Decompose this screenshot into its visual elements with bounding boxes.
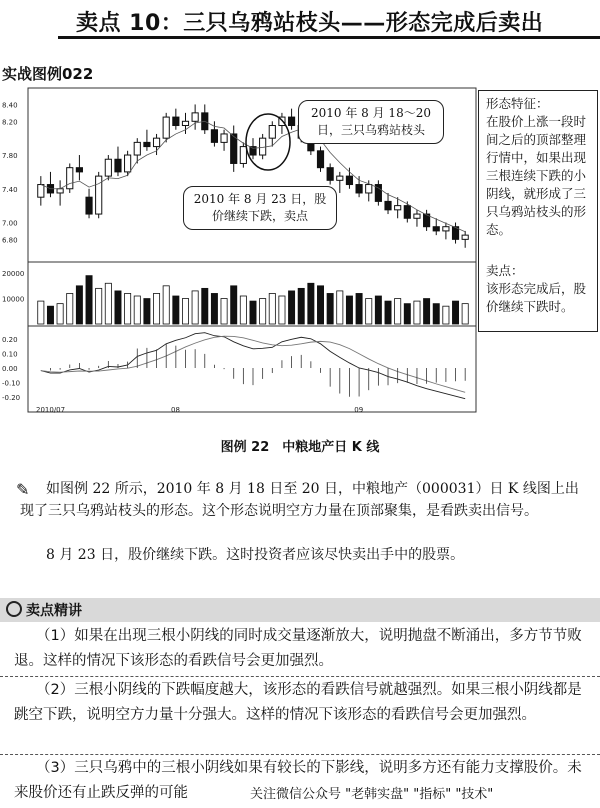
candle-body [317, 151, 323, 168]
volume-bar [385, 301, 391, 324]
candle-body [153, 138, 159, 146]
volume-bar [443, 306, 449, 324]
candle-body [76, 168, 82, 172]
note-2: （2）三根小阴线的下跌幅度越大，该形态的看跌信号就越强烈。如果三根小阴线都是跳空下跌，说明空方力量十分强大。这样的情况下该形态的看跌信号会更加强烈。 [14, 682, 582, 723]
callout-three-crows: 2010 年 8 月 18～20 日，三只乌鸦站枝头 [298, 100, 444, 144]
volume-bar [38, 301, 44, 324]
candle-body [67, 168, 73, 189]
volume-bar [404, 304, 410, 324]
paragraph-2: 8 月 23 日，股价继续下跌。这时投资者应该尽快卖出手中的股票。 [46, 547, 465, 563]
candle-body [433, 227, 439, 231]
x-tick-label: 2010/07 [36, 406, 66, 414]
candle-body [221, 134, 227, 142]
volume-bar [366, 299, 372, 324]
price-tick-label: 6.80 [2, 236, 18, 245]
volume-bar [279, 296, 285, 324]
volume-bar [86, 276, 92, 324]
volume-bar [231, 286, 237, 324]
volume-bar [115, 291, 121, 324]
volume-bar [163, 286, 169, 324]
volume-bar [173, 296, 179, 324]
candle-body [260, 138, 266, 155]
candle-body [395, 206, 401, 210]
candle-body [327, 168, 333, 181]
volume-bar [327, 293, 333, 324]
page-title: 卖点 10：三只乌鸦站枝头——形态完成后卖出 [76, 11, 544, 36]
volume-bar [192, 291, 198, 324]
x-tick-label: 09 [354, 406, 364, 414]
candle-body [96, 176, 102, 214]
candle-body [443, 227, 449, 231]
pencil-icon: ✎ [16, 480, 30, 499]
volume-bar [288, 291, 294, 324]
candle-body [192, 113, 198, 121]
candle-body [385, 201, 391, 209]
volume-bar [346, 296, 352, 324]
volume-bar [221, 299, 227, 324]
volume-bar [144, 299, 150, 324]
volume-tick-label: 10000 [2, 295, 25, 304]
callout-sell-point: 2010 年 8 月 23 日，股价继续下跌，卖点 [183, 186, 337, 230]
volume-bar [433, 304, 439, 324]
volume-bar [356, 293, 362, 324]
volume-bar [317, 286, 323, 324]
volume-bar [260, 299, 266, 324]
price-axis [2, 101, 18, 244]
feature-body: 在股价上涨一段时间之后的顶部整理行情中，如果出现三根连续下跌的小阴线，就形成了三只乌鸦站枝头的形态。 [486, 114, 587, 237]
volume-bar [337, 291, 343, 324]
volume-bar [424, 299, 430, 324]
note-3: （3）三只乌鸦中的三根小阴线如果有较长的下影线，说明多方还有能力支撑股价。未来股价还有止跌反弹的可能 [14, 760, 582, 801]
volume-bar [308, 283, 314, 324]
volume-bar [414, 301, 420, 324]
candle-body [414, 214, 420, 218]
volume-bar [96, 288, 102, 324]
volume-bar [211, 293, 217, 324]
note-1: （1）如果在出现三根小阴线的同时成交量逐渐放大，说明抛盘不断涌出，多方节节败退。这样的情况下该形态的看跌信号会更加强烈。 [14, 628, 582, 669]
volume-tick-label: 20000 [2, 270, 25, 279]
volume-axis [2, 270, 24, 303]
volume-bar [395, 299, 401, 324]
figure-caption: 图例 22 中粮地产日 K 线 [220, 440, 380, 455]
volume-bar [202, 288, 208, 324]
candle-body [57, 189, 63, 193]
volume-bar [47, 306, 53, 324]
paragraph-1: 如图例 22 所示，2010 年 8 月 18 日至 20 日，中粮地产（000031）日 K 线图上出现了三只乌鸦站枝头的形态。这个形态说明空方力量在顶部聚集，是看跌卖出信号。 [20, 481, 579, 519]
volume-bar [67, 293, 73, 324]
volume-bar [153, 293, 159, 324]
sell-title: 卖点： [486, 263, 524, 278]
candle-body [366, 185, 372, 193]
candle-body [105, 159, 111, 176]
watermark: 关注微信公众号 "老韩实盘" "指标" "技术" [250, 782, 600, 808]
candle-body [173, 117, 179, 125]
macd-axis [2, 336, 20, 402]
candle-body [211, 130, 217, 143]
candle-body [269, 126, 275, 139]
x-tick-label: 08 [171, 406, 180, 414]
volume-bar [182, 299, 188, 324]
candle-body [125, 155, 131, 172]
macd-tick-label: -0.10 [2, 379, 21, 388]
price-tick-label: 8.40 [2, 101, 18, 110]
price-tick-label: 7.80 [2, 152, 18, 161]
candle-body [404, 206, 410, 219]
volume-bar [298, 288, 304, 324]
candle-body [144, 142, 150, 146]
price-tick-label: 7.00 [2, 219, 18, 228]
sell-body: 该形态完成后，股价继续下跌时。 [486, 281, 587, 314]
header-rule [58, 36, 600, 39]
volume-bar [105, 283, 111, 324]
volume-bar [462, 304, 468, 324]
section-title: 卖点精讲 [26, 603, 82, 619]
volume-bar [452, 301, 458, 324]
chart-label: 实战图例022 [2, 65, 94, 83]
candle-body [134, 142, 140, 155]
volume-bar [250, 301, 256, 324]
divider [0, 754, 600, 755]
macd-tick-label: -0.20 [2, 393, 21, 402]
candle-body [38, 185, 44, 198]
volume-bar [57, 304, 63, 324]
circle-icon [6, 601, 22, 617]
candle-body [163, 117, 169, 138]
volume-bar [125, 293, 131, 324]
candle-body [115, 159, 121, 172]
volume-bar [134, 296, 140, 324]
candle-body [86, 197, 92, 214]
candle-body [356, 185, 362, 193]
divider [0, 676, 600, 677]
macd-tick-label: 0.00 [2, 365, 18, 373]
macd-tick-label: 0.10 [2, 350, 18, 359]
feature-title: 形态特征： [486, 96, 549, 111]
candle-body [337, 176, 343, 180]
price-tick-label: 7.40 [2, 185, 18, 194]
volume-bar [76, 286, 82, 324]
section-band [0, 598, 600, 622]
macd-tick-label: 0.20 [2, 336, 18, 345]
price-tick-label: 8.20 [2, 118, 18, 127]
candle-body [288, 117, 294, 125]
candle-body [346, 176, 352, 184]
volume-bar [375, 296, 381, 324]
candle-body [240, 147, 246, 164]
candle-body [182, 121, 188, 125]
volume-bar [240, 296, 246, 324]
volume-bar [269, 293, 275, 324]
candle-body [462, 235, 468, 239]
